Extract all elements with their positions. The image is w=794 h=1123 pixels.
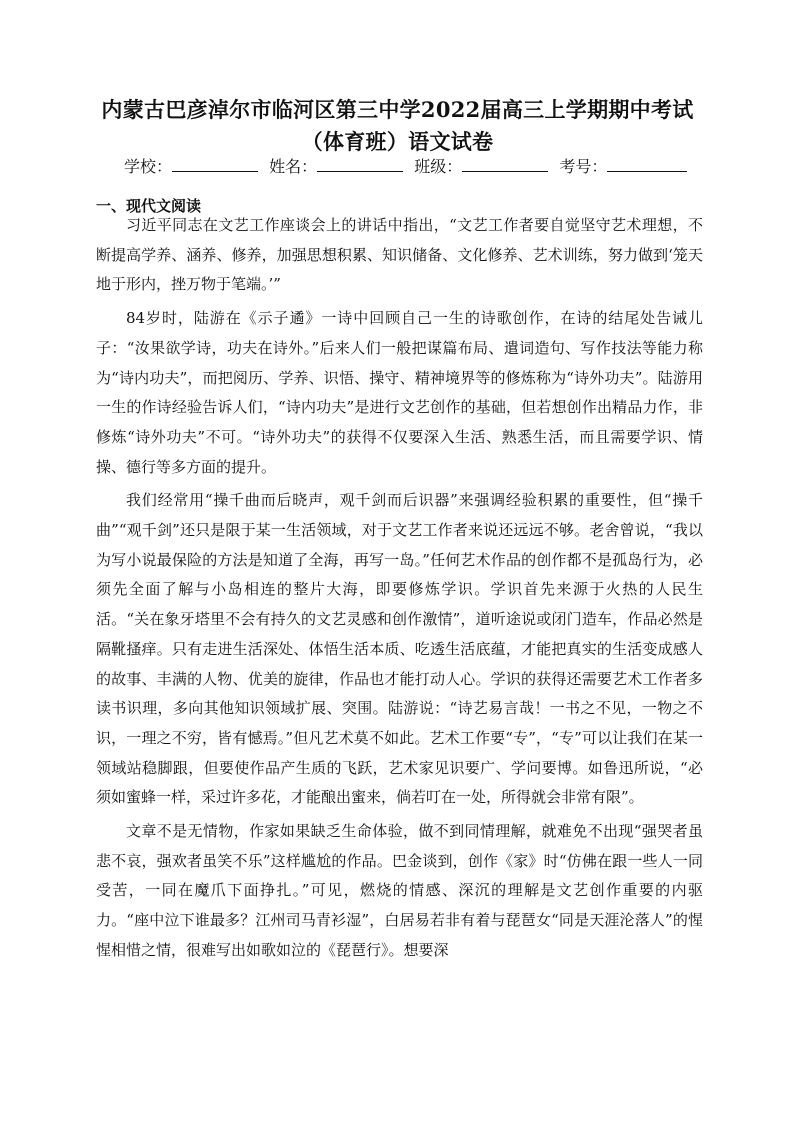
school-field (124, 154, 260, 177)
passage-paragraph: 84岁时，陆游在《示子遹》一诗中回顾自己一生的诗歌创作，在诗的结尾处告诫儿子：“汝果欲学诗，功夫在诗外。”后来人们一般把谋篇布局、遣词造句、写作技法等能力称为“诗内功夫”，而把阅历、学养、识悟、操守、精神境界等的修炼称为“诗外功夫”。陆游用一生的作诗经验告诉人们，“诗内功夫”是进行文艺创作的基础，但若想创作出精品力作，非修炼“诗外功夫”不可。“诗外功夫”的获得不仅要深入生活、熟悉生活，而且需要学识、情操、德行等多方面的提升。 (96, 309, 703, 476)
exam-number-label: 考号： (559, 157, 608, 176)
class-label: 班级： (414, 157, 463, 176)
section-heading: 一、现代文阅读 (96, 197, 202, 215)
name-field (269, 154, 405, 177)
exam-number-field (559, 154, 689, 177)
school-label: 学校： (124, 157, 173, 176)
exam-number-blank (607, 154, 687, 172)
page-title: 内蒙古巴彦淖尔市临河区第三中学2022届高三上学期期中考试（体育班）语文试卷 (101, 97, 694, 154)
name-blank (317, 154, 403, 172)
class-field (414, 154, 550, 177)
passage-paragraph: 文章不是无情物，作家如果缺乏生命体验，做不到同情理解，就难免不出现“强哭者虽悲不哀，强欢者虽笑不乐”这样尴尬的作品。巴金谈到，创作《家》时“仿佛在跟一些人一同受苦，一同在魔爪下面挣扎。”可见，燃烧的情感、深沉的理解是文艺创作重要的内驱力。“座中泣下谁最多？江州司马青衫湿”，白居易若非有着与琵琶女“同是天涯沦落人”的惺惺相惜之情，很难写出如歌如泣的《琵琶行》。想要深 (96, 822, 703, 959)
passage-paragraph: 我们经常用“操千曲而后晓声，观千剑而后识器”来强调经验积累的重要性，但“操千曲”“观千剑”还只是限于某一生活领域，对于文艺工作者来说还远远不够。老舍曾说，“我以为写小说最保险的方法是知道了全海，再写一岛。”任何艺术作品的创作都不是孤岛行为，必须先全面了解与小岛相连的整片大海，即要修炼学识。学识首先来源于火热的人民生活。“关在象牙塔里不会有持久的文艺灵感和创作激情”，道听途说或闭门造车，作品必然是隔靴搔痒。只有走进生活深处、体悟生活本质、吃透生活底蕴，才能把真实的生活变成感人的故事、丰满的人物、优美的旋律，作品也才能打动人心。学识的获得还需要艺术工作者多读书识理，多向其他知识领域扩展、突围。陆游说：“诗艺易言哉！一书之不见，一物之不识，一理之不穷，皆有憾焉。”但凡艺术莫不如此。艺术工作要“专”，“专”可以让我们在某一领域站稳脚跟，但要使作品产生质的飞跃，艺术家见识要广、学问要博。如鲁迅所说，“必须如蜜蜂一样，采过许多花，才能酿出蜜来，倘若叮在一处，所得就会非常有限”。 (96, 491, 703, 807)
reading-passage (96, 211, 703, 966)
class-blank (462, 154, 548, 172)
school-blank (172, 154, 258, 172)
name-label: 姓名： (269, 157, 318, 176)
student-info-line (124, 154, 684, 177)
passage-paragraph: 习近平同志在文艺工作座谈会上的讲话中指出，“文艺工作者要自觉坚守艺术理想，不断提高学养、涵养、修养，加强思想积累、知识储备、文化修养、艺术训练，努力做到‘笼天地于形内，挫万物于笔端。’” (96, 216, 703, 294)
